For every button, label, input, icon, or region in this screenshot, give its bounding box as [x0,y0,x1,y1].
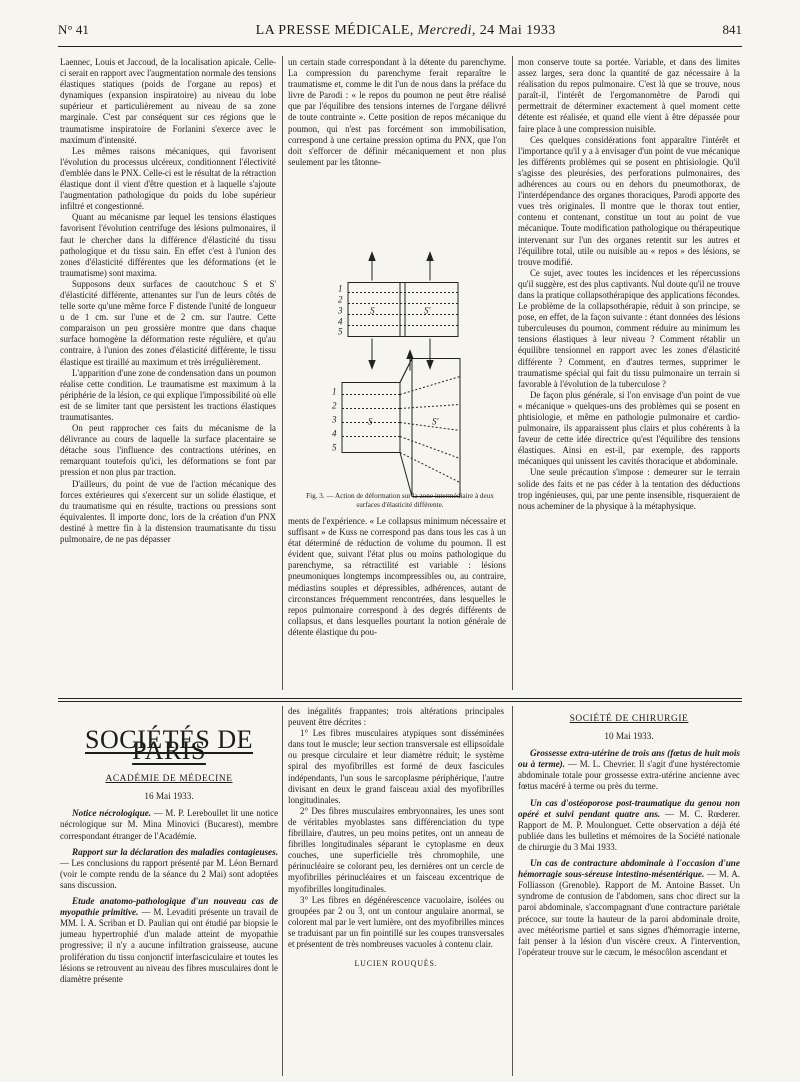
header-rule [58,46,742,47]
row-label: 4 [338,316,343,327]
row-label: 3 [338,305,343,316]
paragraph: Les mêmes raisons mécaniques, qui favorisent l'évolution du processus ulcéreux, conditionnent l'électivité d'emblée dans le PNX. Celle-ci est le résultat de la rétraction élastique dont il vient d'être question et à laquelle s'ajoute l'augmentation pathologique du poids du lobe supérieur infiltré et congestionné. [60,145,276,212]
report-title: Rapport sur la déclaration des maladies contagieuses. [72,846,278,857]
report-title: Notice nécrologique. [72,808,152,819]
report-item [60,847,278,891]
column-divider [282,56,283,690]
session-date: 16 Mai 1933. [144,791,194,802]
report-title: Grossesse extra-utérine de trois ans (fœtus de huit mois ou à terme). [518,748,740,770]
page-header [58,22,742,44]
report-title: Un cas de contracture abdominale à l'occasion d'une hémorragie sous-séreuse intestino-mésentérique. [518,858,740,880]
paragraph: Ces quelques considérations font apparaître l'intérêt et l'importance qu'il y a à envisager d'un point de vue mécanique les différents problèmes qui se posent en phtisiologie. Qu'il s'agisse des pleurésies, des perforations pulmonaires, des adhérences au cours ou en dehors du pneumothorax, de l'interdépendance des organes thoraciques, Parodi apporte des vues très originales. Il montre que le thorax tout entier, contenu et contenant, constitue un tout au point de vue mécanique. Toute modification pathologique ou thérapeutique intervenant sur l'un des organes retentit sur les autres et l'équilibre total, utile ou nuisible au « repos » des lésions, se trouve modifié. [518,134,740,267]
report-body: — M. L. Chevrier. Il s'agit d'une hystérectomie abdominale totale pour grossesse extra-utérine ancienne avec fœtus macéré à terme ou près du terme. [518,759,740,792]
paragraph: Quant au mécanisme par lequel les tensions élastiques favorisent l'évolution centrifuge des lésions pulmonaires, il faut le chercher dans la différence d'élasticité du tissu pathologique et du tissu sain. En effet c'est à l'union des zones d'élasticité différentes que les déformations (et le traumatisme) sont maxima. [60,212,276,278]
report-body: — M. C. Rœderer. Rapport de M. P. Moulonguet. Cette observation a déjà été publiée dans les bulletins et mémoires de la Société nationale de chirurgie du 3 Mai 1933. [518,808,740,852]
figure-deformation-diagram [290,240,506,515]
report-item [60,808,278,841]
report-title: Etude anatomo-pathologique d'un nouveau cas de myopathie primitive. [60,896,278,918]
row-label: 4 [332,428,337,439]
figure-caption: Fig. 3. — Action de déformation sur la zone intermédiaire à deux surfaces d'élasticité différente. [306,492,494,509]
surface-label-s: S [368,416,373,427]
journal-masthead [256,23,556,39]
report-body: — M. P. Lereboullet lit une notice nécrologique sur M. Mina Minovici (Bucarest), membre correspondant étranger de l'Académie. [60,808,279,841]
issue-date: 24 Mai 1933 [479,23,556,38]
column-divider [512,56,513,690]
report-title: Un cas d'ostéoporose post-traumatique du genou non opéré et suivi pendant quatre ans. [518,797,740,819]
paragraph: 3° Les fibres en dégénérescence vacuolaire, isolées ou groupées par 2 ou 3, ont un contour angulaire anormal, se colorent mal par le vert lumière, ont des myofibrilles minces se traduisant par un fin pointillé sur les coupes transversales et présentent de très nombreuses vacuoles à contenu clair. [288,894,504,949]
report-item [518,858,740,958]
article-column-2-bottom [288,516,506,638]
report-item [518,798,740,853]
paragraph: 1° Les fibres musculaires atypiques sont disséminées dans tout le muscle; leur section transversale est ellipsoïdale ou presque circulaire et leur diamètre réduit; le système spiral des myofibrilles est formé de deux fascicules indépendants, l'un sous le sarcoplasme périphérique, l'autre divisant en deux le grand faisceau axial des myofibrilles longitudinales. [288,728,504,805]
row-label: 1 [332,386,337,397]
report-item [60,896,278,985]
section-rule [58,698,742,699]
paragraph: ments de l'expérience. « Le collapsus minimum nécessaire et suffisant » de Kuss ne correspond pas dans tous les cas à un état déterminé de réduction de volume du poumon. Il est évident que, suivant l'état plus ou moins pathologique du parenchyme, sa rétractilité est variable : lésions pneumoniques longtemps incompressibles ou, au contraire, médiastins souples et dépressibles, adhérences, autant de circonstances fréquemment rencontrées, dans lesquelles le repos pulmonaire correspond à des degrés différents de collapsus, et dans lesquelles pourtant la notion générale de détente élastique du pou- [288,516,506,637]
weekday: Mercredi, [417,23,476,38]
paragraph: mon conserve toute sa portée. Variable, et dans des limites assez larges, sera donc la quantité de gaz nécessaire à la réalisation du repos pulmonaire. C'est là que se trouve, nous paraît-il, l'intérêt de l'ergomanomètre de Parodi qui permettrait de déterminer exactement à quel moment cette détente est réalisée, et quand elle vient à être dépassée pour faire place à une compression nuisible. [518,57,740,134]
societes-column-1 [60,706,278,985]
surface-label-s: S [370,305,375,316]
surface-label-s-prime: S' [432,416,439,427]
row-label: 1 [338,283,343,294]
row-label: 3 [332,414,337,425]
row-label: 2 [338,294,343,305]
paragraph: D'ailleurs, du point de vue de l'action mécanique des forces extérieures qui s'exercent sur un solide élastique, et du traumatisme qui en résulte, tractions ou pressions sont équivalentes. Il importe donc, lors de la création d'un PNX destiné à mettre fin à la distension traumatisante du tissu pulmonaire, de ne pas dépasser [60,478,276,545]
report-body: — M. A. Folliasson (Grenoble). Rapport de M. Antoine Basset. Un syndrome de contusion de l'abdomen, sans choc direct sur la paroi abdominale, s'accompagnant d'une contracture pariétale précoce, sur toute la hauteur de la paroi abdominale droite, avec météorisme partiel et sans signes d'hémorragie interne, fait penser à la lésion d'un viscère creux. A l'intervention, l'opérateur trouve sur le cæcum, le mésocôlon ascendant et [518,869,741,957]
author-signature: LUCIEN ROUQUÈS. [354,959,438,969]
society-name: ACADÉMIE DE MÉDECINE [105,774,233,785]
report-body: — M. Levaditi présente un travail de MM. I. A. Scriban et D. Paulian qui ont étudié par biopsie le jumeau hypertrophié d'un malade atteint de myopathie progressive; il n'y a aucune infiltration graisseuse, aucune prolifération du tissu conjonctif interfasciculaire et toutes les lésions se retrouvent au niveau des fibres musculaires dont le diamètre présente [60,907,279,984]
row-label: 5 [338,326,343,337]
issue-number: N° 41 [58,22,89,37]
paragraph: L'apparition d'une zone de condensation dans un poumon réalise cette condition. Le traumatisme est maximum à la périphérie de la lésion, ce qui explique l'impossibilité où elle est de se limiter tant que persistent les tractions élastiques traumatisantes. [60,367,276,422]
article-column-1 [60,57,276,545]
society-name: SOCIÉTÉ DE CHIRURGIE [569,714,689,724]
paragraph: des inégalités frappantes; trois altérations principales peuvent être décrites : [288,706,504,728]
report-body: — Les conclusions du rapport présenté par M. Léon Bernard (voir le compte rendu de la séance du 2 Mai) sont adoptées sans discussion. [60,857,278,890]
paragraph: un certain stade correspondant à la détente du parenchyme. La compression du parenchyme ferait reparaître le traumatisme et, comme le dit l'un de nous dans la préface du livre de Parodi : « le repos du poumon ne peut être réalisé que par l'équilibre des tensions internes de l'organe délivré de toute contrainte ». Cette position de repos mécanique du poumon, qui n'est pas forcément son immobilisation, correspond à une certaine pression optima du PNX, que l'on doit s'efforcer de définir mécaniquement et non plus seulement par les tâtonne- [288,57,506,167]
section-heading: SOCIÉTÉS DE PARIS [85,725,253,766]
article-column-3 [518,57,740,512]
column-divider [512,706,513,1076]
row-label: 2 [332,400,337,411]
paragraph: 2° Des fibres musculaires embryonnaires, les unes sont de véritables myoblastes sans différenciation du type fibrillaire, d'autres, un peu moins petites, ont un anneau de fibrilles longitudinales séparant le cytoplasme en deux couches, une superficielle très chromophile, une périnucléaire se colorant peu, les dernières ont un cercle de myofibrilles périnucléaires et un faisceau excentrique de myofibrilles longitudinales. [288,805,504,894]
column-divider [282,706,283,1076]
paragraph: On peut rapprocher ces faits du mécanisme de la délivrance au cours de laquelle la surface placentaire se détache sous l'influence des contractions utérines, en remarquant toutefois qu'ici, les déformations se font par pression et non plus par traction. [60,423,276,478]
paragraph: Ce sujet, avec toutes les incidences et les répercussions qu'il suggère, est des plus captivants. Nul doute qu'il ne trouve dans la pratique collapsothérapique des applications fécondes. Le problème de la collapsothérapie, réduit à son principe, se pose, en effet, de la façon suivante : étant données des lésions tuberculeuses du poumon, comment réduire au minimum les tensions élastiques à leur niveau ? Comment rétablir un équilibre tensionnel en rapport avec les zones d'élasticité différente ? Comment, en d'autres termes, supprimer le traumatisme spécial qui fait du tissu pulmonaire un terrain si favorable à l'évolution de la tuberculose ? [518,267,740,389]
page-number: 841 [722,22,742,37]
row-label: 5 [332,442,337,453]
paragraph: Laennec, Louis et Jaccoud, de la localisation apicale. Celle-ci serait en rapport avec l'augmentation normale des tensions élastiques statiques (poids de l'organe au repos) et dynamiques (expansion inspiratoire) au niveau du lobe supérieur et particulièrement au niveau de sa zone marginale. C'est par conséquent sur ces régions que le traumatisme inspiratoire de Forlanini s'exerce avec le maximum d'intensité. [60,57,277,145]
paragraph: De façon plus générale, si l'on envisage d'un point de vue « mécanique » quelques-uns des problèmes qui se posent en phtisiologie, et même en pathologie pulmonaire et cardio-pulmonaire, ils apparaissent plus clairs et plus cohérents à la faveur de cette idée directrice qu'est l'équilibre des tensions élastiques. Ainsi en est-il, par exemple, des rapports mécaniques qui unissent les cavités thoracique et abdominale. [518,389,740,467]
surface-label-s-prime: S' [424,305,431,316]
section-rule-double [58,701,742,702]
journal-title: LA PRESSE MÉDICALE, [255,23,414,38]
societes-column-3 [518,706,740,958]
paragraph: Supposons deux surfaces de caoutchouc S et S' d'élasticité différente, attenantes sur l'un de leurs côtés de telle sorte qu'une même force F distende l'unité de longueur u de 1 cm. sur l'une et de 2 cm. sur l'autre. Cette comparaison un peu grossière montre que dans chaque surface homogène la déformation reste régulière, et qu'au contraire, à l'union des zones d'élasticité différente, le tissu élastique est tiraillé au maximum et très irrégulièrement. [60,278,276,367]
societes-column-2 [288,706,504,969]
report-item [518,748,740,792]
article-column-2-top [288,57,506,168]
session-date: 10 Mai 1933. [604,731,654,742]
paragraph: Une seule précaution s'impose : demeurer sur le terrain solide des faits et ne pas céder à la tentation des déductions trop ingénieuses, qui, par une pente insensible, risqueraient de nous acheminer de la physique à la métaphysique. [518,467,740,511]
